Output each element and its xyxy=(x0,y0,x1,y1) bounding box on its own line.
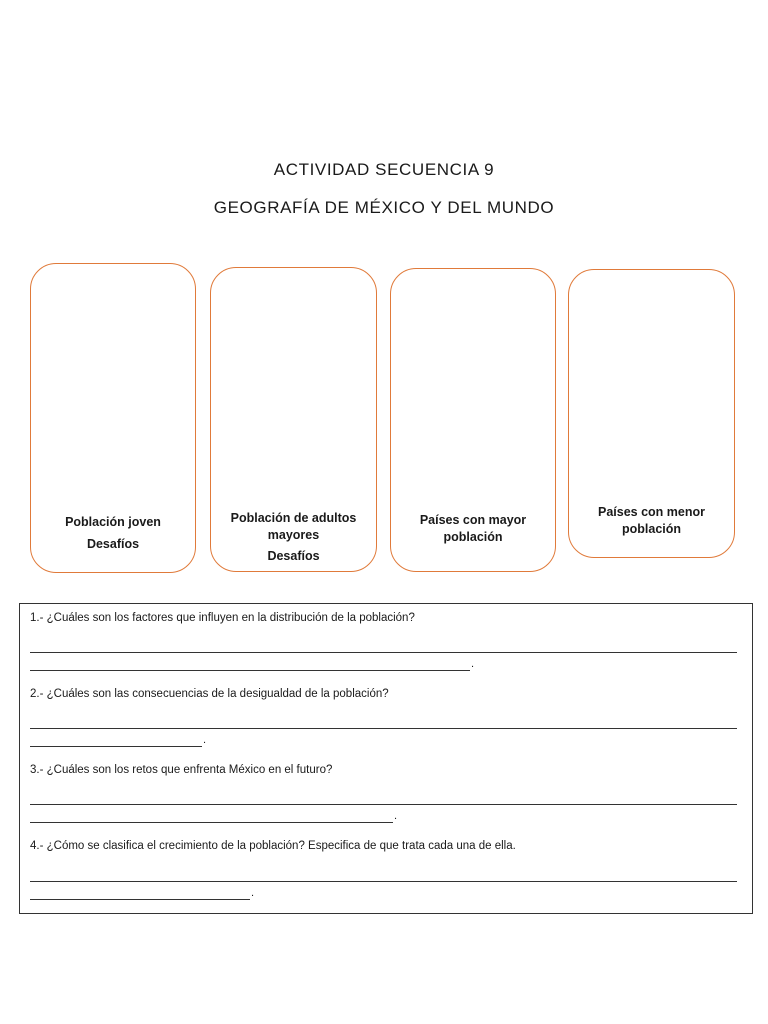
page-subtitle: GEOGRAFÍA DE MÉXICO Y DEL MUNDO xyxy=(213,198,555,217)
card-label-line: Desafíos xyxy=(267,549,320,563)
answer-line[interactable] xyxy=(30,822,393,823)
answer-line[interactable] xyxy=(30,652,737,653)
answer-period: . xyxy=(394,810,398,822)
page-title: ACTIVIDAD SECUENCIA 9 xyxy=(273,160,495,179)
card-label-line: mayores xyxy=(267,528,320,542)
question-3: 3.- ¿Cuáles son los retos que enfrenta México en el futuro? xyxy=(30,764,333,776)
answer-period: . xyxy=(471,658,475,670)
answer-line[interactable] xyxy=(30,670,470,671)
questions-box xyxy=(19,603,753,914)
card-paises-menor-poblacion xyxy=(568,269,735,558)
answer-line[interactable] xyxy=(30,899,250,900)
question-4: 4.- ¿Cómo se clasifica el crecimiento de la población? Especifica de que trata cada una de ella. xyxy=(30,840,516,852)
card-label-line: población xyxy=(443,530,503,544)
card-label-line: Población joven xyxy=(65,515,161,529)
card-poblacion-adultos xyxy=(210,267,377,572)
answer-line[interactable] xyxy=(30,746,202,747)
card-label-line: Desafíos xyxy=(86,537,140,551)
answer-period: . xyxy=(203,734,207,746)
card-label-line: población xyxy=(621,522,682,536)
question-2: 2.- ¿Cuáles son las consecuencias de la desigualdad de la población? xyxy=(30,688,389,700)
answer-line[interactable] xyxy=(30,728,737,729)
card-poblacion-joven xyxy=(30,263,196,573)
card-paises-mayor-poblacion xyxy=(390,268,556,572)
answer-line[interactable] xyxy=(30,804,737,805)
card-label-line: Población de adultos xyxy=(230,511,357,525)
question-1: 1.- ¿Cuáles son los factores que influyen en la distribución de la población? xyxy=(30,612,415,624)
card-label-line: Países con menor xyxy=(598,505,705,519)
answer-period: . xyxy=(251,887,255,899)
card-label-line: Países con mayor xyxy=(419,513,527,527)
answer-line[interactable] xyxy=(30,881,737,882)
